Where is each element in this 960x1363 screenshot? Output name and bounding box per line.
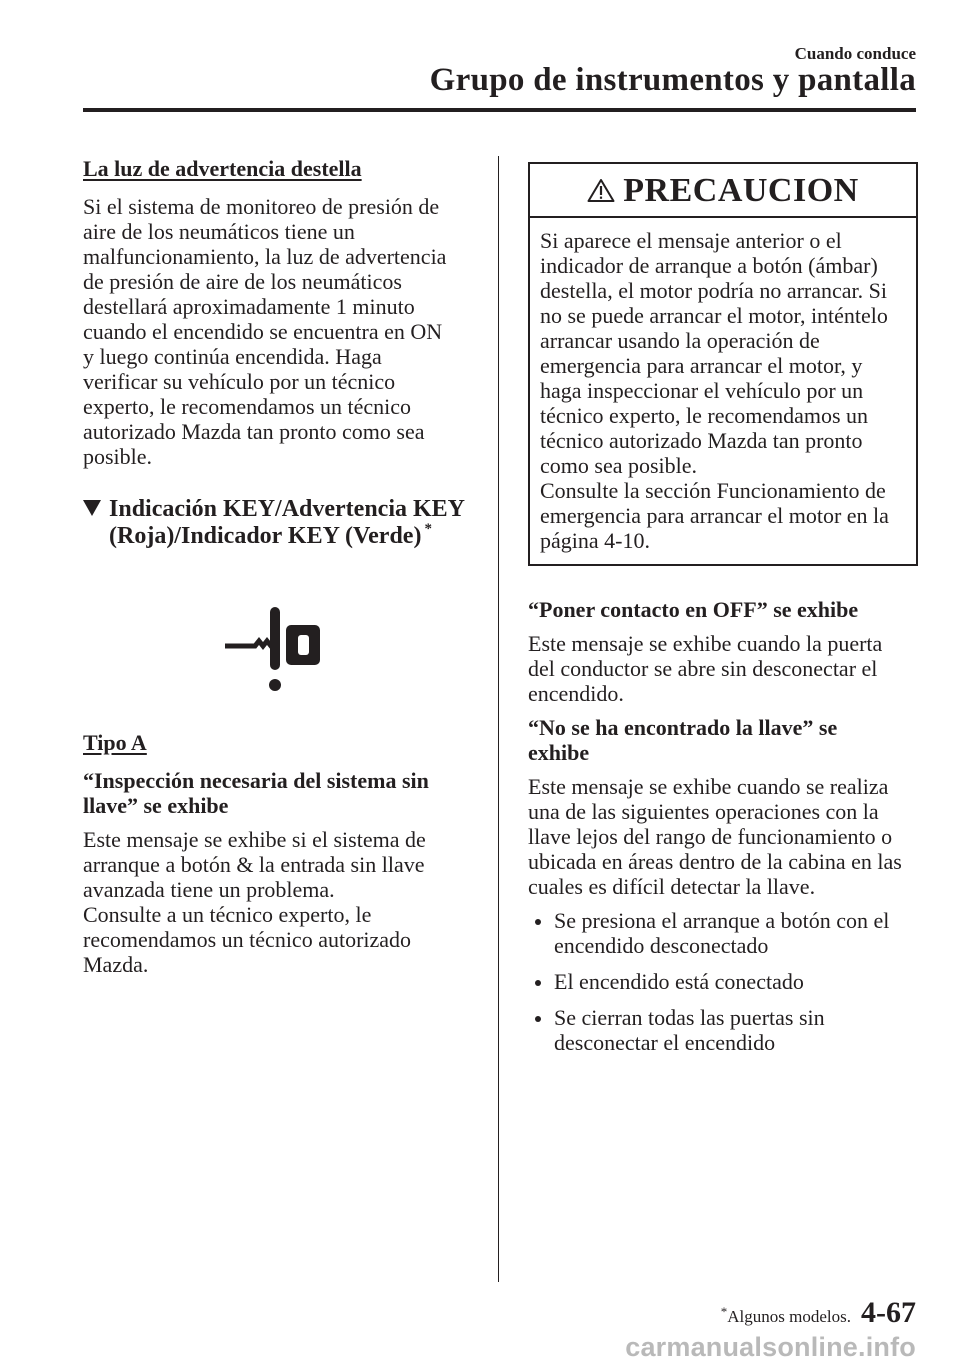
caution-header (530, 164, 916, 218)
some-models-mark: * (424, 521, 432, 537)
triangle-bullet-icon (83, 500, 101, 516)
paragraph-key-not-found-message: Este mensaje se exhibe cuando se realiza una de las siguientes operaciones con la llave lejos del rango de funcionamiento o ubicada en áreas dentro de la cabina en las cuales es difícil detectar la llave. (528, 774, 902, 899)
heading-warning-light-flashes: La luz de advertencia destella (83, 156, 362, 181)
list-item: El encendido está conectado (528, 969, 918, 994)
right-column (528, 156, 918, 1066)
caution-box (528, 162, 918, 566)
heading-ignition-off-message: “Poner contacto en OFF” se exhibe (528, 597, 859, 622)
type-a-label: Tipo A (83, 730, 147, 755)
section-heading-key-indicator: Indicación KEY/Advertencia KEY (Roja)/Indicador KEY (Verde) * (83, 496, 478, 550)
caution-title: PRECAUCION (623, 171, 859, 209)
page-title: Grupo de instrumentos y pantalla (429, 62, 916, 98)
paragraph-tpms-flash: Si el sistema de monitoreo de presión de aire de los neumáticos tiene un malfuncionamiento, la luz de advertencia de presión de aire de los neumáticos destellará aproximadamente 1 minuto cuando el encendido se encuentra en ON y luego continúa encendida. Haga verificar su vehículo por un técnico experto, le recomendamos un técnico autorizado Mazda tan pronto como sea posible. (83, 194, 447, 469)
column-divider (498, 156, 499, 1282)
page-number: 4-67 (861, 1296, 916, 1329)
caution-body: Si aparece el mensaje anterior o el indicador de arranque a botón (ámbar) destella, el motor podría no arrancar. Si no se puede arrancar el motor, inténtelo arrancar usando la operación de emergencia para arrancar el motor, y haga inspeccionar el vehículo por un técnico experto, le recomendamos un técnico autorizado Mazda tan pronto como sea posible. Consulte la sección Funcionamiento de emergencia para arrancar el motor en la página 4-10. (540, 228, 889, 553)
paragraph-keyless-inspection: Este mensaje se exhibe si el sistema de arranque a botón & la entrada sin llave avanzada tiene un problema. Consulte a un técnico experto, le recomendamos un técnico autorizado Mazda. (83, 827, 426, 977)
list-item: Se presiona el arranque a botón con el encendido desconectado (528, 908, 918, 958)
paragraph-ignition-off-message: Este mensaje se exhibe cuando la puerta del conductor se abre sin desconectar el encendido. (528, 631, 883, 706)
footnote-some-models: *Algunos modelos. (720, 1304, 851, 1326)
running-header-section: Cuando conduce (794, 44, 916, 63)
left-column (83, 156, 478, 986)
heading-keyless-inspection: “Inspección necesaria del sistema sin llave” se exhibe (83, 768, 429, 818)
watermark-logo: carmanualsonline.info (625, 1332, 916, 1362)
key-warning-icon (223, 606, 323, 696)
heading-key-not-found-message: “No se ha encontrado la llave” se exhibe (528, 715, 838, 765)
warning-triangle-icon (587, 178, 615, 203)
list-item: Se cierran todas las puertas sin desconectar el encendido (528, 1005, 918, 1055)
page-footer (721, 1296, 916, 1330)
header-rule (83, 108, 916, 112)
bullet-list (528, 908, 918, 1055)
